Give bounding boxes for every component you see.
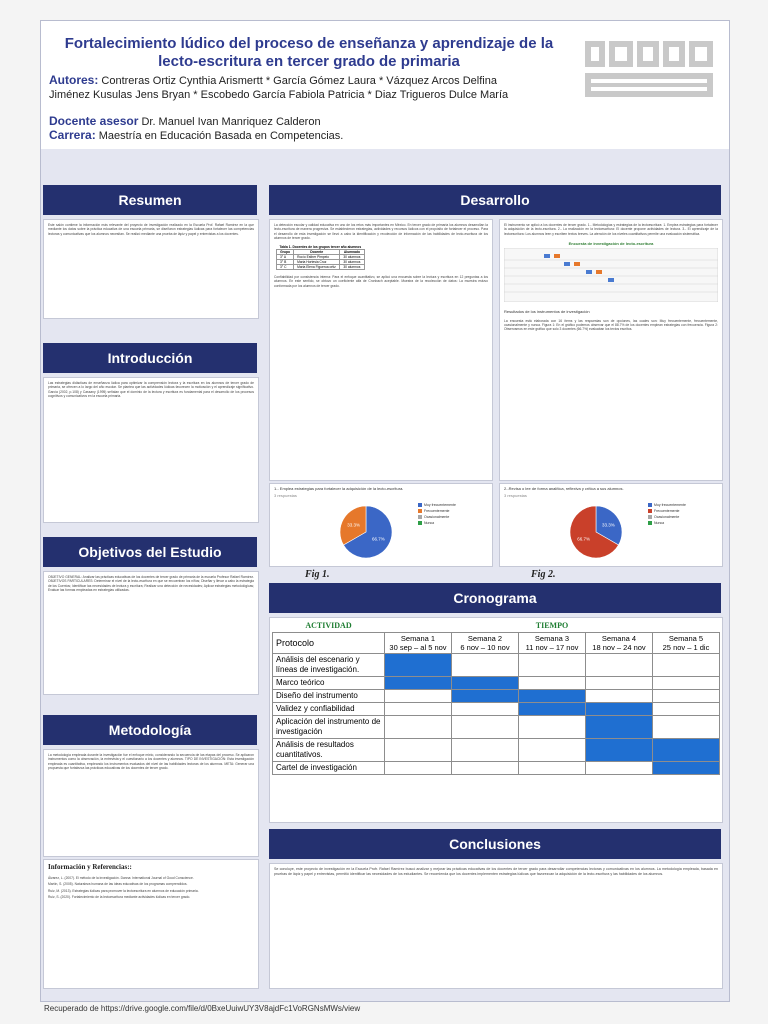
legend-label: Nunca [424, 521, 435, 525]
gantt-empty-cell [586, 762, 653, 775]
gantt-empty-cell [385, 703, 452, 716]
table-cell: 30 alumnos [340, 265, 364, 270]
pie-2-legend [648, 502, 686, 526]
authors-label: Autores: [49, 73, 99, 87]
table-caption: Tabla 1. Docentes de los grupos tercer año alumnos [279, 245, 362, 250]
pie-1-graphic [326, 502, 406, 562]
legend-swatch [418, 509, 422, 513]
semana-header [452, 633, 519, 654]
metodologia-text: La metodología empleada durante la investigación fue el enfoque mixto, considerando la secuencia de las etapas del proceso. Se aplicaron instrumentos como la observación, la entrevista y el cuestionario a los docentes y alumnos. TIPO DE INVESTIGACIÓN: Esta investigación empleada es cuantitativa, empleando los instrumentos evaluados del nivel de las habilidades lectoras de los alumnos. META: Generar una propuesta que fortalezca las prácticas educativas de los docentes de tercer grado. [48, 753, 254, 770]
gantt-empty-cell [385, 690, 452, 703]
gantt-empty-cell [519, 739, 586, 762]
cronograma-table-box [269, 617, 723, 823]
gantt-empty-cell [586, 677, 653, 690]
desarrollo-text-2: Confiabilidad por consistencia interna: Para el enfoque cuantitativo, se aplicó una encuesta sobre la lectura y escritura en 12 preguntas a los alumnos. En este sentido, se obtuvo un coeficiente alfa de Cronbach aceptable. Muestra de la recolección de datos: La muestra estuvo conformada por los alumnos de tercer grado. [274, 275, 488, 288]
pie-data-label: 66.7% [577, 536, 591, 542]
semana-range: 18 nov – 24 nov [592, 643, 646, 652]
gantt-empty-cell [653, 703, 720, 716]
cronograma-row [273, 739, 720, 762]
legend-item [648, 520, 686, 526]
legend-swatch [418, 515, 422, 519]
referencia-item: Ruiz, M. (2013). Estrategias lúdicas para promover la lectoescritura en alumnos de educación primaria. [48, 888, 199, 893]
table-cell: 3° C [277, 265, 294, 270]
introduccion-text-box [43, 377, 259, 523]
actividad-name: Validez y confiabilidad [273, 703, 385, 716]
resumen-text: Este salón contiene la información más relevante del proyecto de investigación realizado en la Escuela Prof. Rafael Ramírez en la que mediante los datos sobre la práctica educativa de una escuela primaria, se diseñaron estrategias lúdicas para fortalecer las competencias lectoras y comunicativas que los alumnos necesitan. Se realizó mediante una prueba de lápiz y papel y entrevistas a los docentes. [48, 223, 254, 236]
source-footer: Recuperado de https://drive.google.com/file/d/0BxeUuiwUY3V8ajdFc1VoRGNsMWs/view [44, 1004, 361, 1013]
semana-range: 25 nov – 1 dic [662, 643, 710, 652]
cronograma-row [273, 716, 720, 739]
pie-data-label: 33.3% [601, 522, 615, 528]
gantt-empty-cell [452, 739, 519, 762]
actividad-name: Aplicación del instrumento de investigación [273, 716, 385, 739]
cronograma-row [273, 677, 720, 690]
gantt-empty-cell [653, 716, 720, 739]
gantt-bar-cell [586, 703, 653, 716]
survey-chart-title: Encuesta de investigación de lecto-escritura [568, 240, 654, 246]
cronograma-table [272, 620, 720, 775]
gantt-empty-cell [452, 654, 519, 677]
introduccion-text: Las estrategias didácticas de enseñanza lúdica para optimizar la comprensión lectora y la escritura en los alumnos de tercer grado de primaria, se ofrecen a lo largo del año escolar. Se plantea que las actividades lúdicas favorecen la motivación y el aprendizaje significativo. García (2002, p.108) y Cassany (1995) señalan que el dominio de la lectura y escritura es fundamental para el desarrollo de los procesos cognitivos y comunicativos en la escuela primaria. [48, 381, 254, 398]
gantt-bar-cell [385, 677, 452, 690]
semana-header [385, 633, 452, 654]
section-header-objetivos: Objetivos del Estudio [43, 537, 257, 567]
survey-chart-caption: Resultados de los instrumentos de investigación [504, 308, 590, 314]
poster-header [41, 21, 729, 149]
referencia-item: Ruiz, S. (2020). Fortalecimiento de la lectoescritura mediante actividades lúdicas en tercer grado. [48, 894, 191, 899]
semana-header [519, 633, 586, 654]
section-header-conclusiones: Conclusiones [269, 829, 721, 859]
gantt-empty-cell [385, 739, 452, 762]
legend-label: Nunca [654, 521, 665, 525]
table-row [277, 265, 365, 270]
pie-2-graphic [556, 502, 636, 562]
gantt-empty-cell [519, 716, 586, 739]
pie-chart-2 [499, 483, 723, 567]
semana-header [586, 633, 653, 654]
gantt-bar-cell [452, 690, 519, 703]
table-cell: Maria Elena Figueroa ortiz [294, 265, 340, 270]
legend-label: Frecuentemente [424, 509, 450, 513]
desarrollo-text-1: La detección escolar y calidad educativa en uno de los retos más importantes en México. En tercer grado de primaria los alumnos desarrollan la lecto-escritura de manera progresiva. Se establecieron estrategias, actividades y recursos lúdicos con el propósito de fortalecer el proceso. Para el desarrollo de esta investigación se llevó a cabo la identificación y recolección de información de las habilidades de lecto-escritura de los alumnos de tercer grado. [274, 223, 488, 240]
semana-label: Semana 4 [601, 634, 637, 643]
gantt-empty-cell [653, 690, 720, 703]
semana-range: 6 nov – 10 nov [460, 643, 510, 652]
section-header-desarrollo: Desarrollo [269, 185, 721, 215]
objetivos-text-box [43, 571, 259, 695]
gantt-empty-cell [653, 654, 720, 677]
pie-2-subtitle: 3 respuestas [504, 493, 527, 498]
pie-data-label: 66.7% [371, 536, 385, 542]
carrera-block [49, 129, 343, 143]
cronograma-row [273, 703, 720, 716]
cronograma-row [273, 690, 720, 703]
gantt-bar-cell [586, 716, 653, 739]
gantt-bar-cell [519, 703, 586, 716]
gantt-bar-cell [519, 690, 586, 703]
desarrollo-text-4: La encuesta está elaborada con 16 ítems y las respuestas son de opciones, las cuales son: Muy frecuentemente, frecuentemente, ocasionalmente y nunca. Figura 1: En el gráfico podemos observar que el 88.7% de los docentes emplean estrategias con frecuencia. Figura 2: Observamos en este gráfico que solo 3 docentes (66.7%) evaluaban los textos escritos. [504, 318, 718, 332]
legend-label: Frecuentemente [654, 509, 680, 513]
referencias-box [43, 859, 259, 989]
legend-label: Ocasionalmente [424, 515, 450, 519]
metodologia-text-box [43, 749, 259, 857]
pie-1-legend [418, 502, 456, 526]
gantt-empty-cell [519, 762, 586, 775]
university-logo-icon [581, 35, 717, 103]
pie-1-subtitle: 3 respuestas [274, 493, 297, 498]
docente-label: Docente asesor [49, 114, 139, 128]
gantt-empty-cell [586, 654, 653, 677]
semana-label: Semana 3 [534, 634, 570, 643]
pie-2-title: 2.-Revisa o lee de forma analítica, reflexiva y crítica a sus alumnos. [504, 486, 624, 491]
resumen-text-box [43, 219, 259, 319]
legend-swatch [648, 509, 652, 513]
actividad-name: Análisis del escenario y líneas de investigación. [273, 654, 385, 677]
gantt-empty-cell [586, 690, 653, 703]
figure-1-label: Fig 1. [305, 569, 330, 580]
legend-swatch [648, 521, 652, 525]
carrera-label: Carrera: [49, 128, 96, 142]
legend-swatch [418, 521, 422, 525]
actividad-name: Diseño del instrumento [273, 690, 385, 703]
gantt-empty-cell [385, 716, 452, 739]
table-cell: 3° B [277, 260, 294, 265]
semana-label: Semana 1 [400, 634, 436, 643]
table-header: Alumnado [340, 250, 364, 255]
gantt-empty-cell [385, 762, 452, 775]
gantt-bar-cell [586, 739, 653, 762]
pie-chart-1 [269, 483, 493, 567]
legend-label: Muy frecuentemente [654, 503, 686, 507]
referencias-title: Información y Referencias:: [48, 863, 132, 871]
table-cell: 30 alumnos [340, 255, 364, 260]
survey-results-grid [504, 248, 718, 302]
cronograma-row [273, 762, 720, 775]
semana-header [653, 633, 720, 654]
authors-line-1: Contreras Ortiz Cynthia Arismertt * García Gómez Laura * Vázquez Arcos Delfina [101, 75, 497, 87]
cronograma-row [273, 654, 720, 677]
actividad-name: Análisis de resultados cuantitativos. [273, 739, 385, 762]
table-header: Docente [294, 250, 340, 255]
section-header-cronograma: Cronograma [269, 583, 721, 613]
pie-data-label: 33.3% [347, 522, 361, 528]
desarrollo-right-box [499, 219, 723, 481]
referencias-list [44, 873, 258, 904]
protocolo-label: Protocolo [273, 633, 385, 654]
poster-title: Fortalecimiento lúdico del proceso de enseñanza y aprendizaje de la lecto-escritura en tercer grado de primaria [64, 35, 554, 70]
semana-range: 11 nov – 17 nov [525, 643, 579, 652]
legend-swatch [648, 503, 652, 507]
gantt-bar-cell [653, 762, 720, 775]
carrera-value: Maestría en Educación Basada en Competencias. [98, 130, 344, 142]
objetivos-text: OBJETIVO GENERAL: Analizar las prácticas educativas de los docentes de tercer grado de primaria de la escuela Profesor Rafael Ramírez. OBJETIVOS PARTICULARES: Determinar el nivel de la lecto-escritura en que se encuentran los niños; Diseñar y llevar a cabo la estrategia de los Cuentos; Identificar las necesidades de lectura y escritura; Realizar una detección de necesidades; Aplicar estrategias metodológicas; Evaluar las formas empleadas en estrategias utilizadas. [48, 575, 254, 592]
actividad-name: Marco teórico [273, 677, 385, 690]
semana-label: Semana 5 [668, 634, 704, 643]
referencia-item: Martín, S. (2005). Naturaleza humana de las ideas educativas de los programas comprendidos. [48, 882, 188, 887]
gantt-empty-cell [519, 677, 586, 690]
gantt-empty-cell [452, 716, 519, 739]
docente-block [49, 115, 321, 129]
table-cell: Maria Hortesia Cruz [294, 260, 340, 265]
gantt-empty-cell [653, 677, 720, 690]
legend-label: Ocasionalmente [654, 515, 680, 519]
docente-value: Dr. Manuel Ivan Manriquez Calderon [141, 116, 321, 128]
legend-swatch [418, 503, 422, 507]
legend-item [418, 520, 456, 526]
desarrollo-text-3: El instrumento se aplicó a los docentes de tercer grado. 1.- Metodologías y estrategias de la lectoescritura: 1. Emplea estrategias para fortalecer la adquisición de la lecto-escritura. 2.- La realización en la lectoescritura: El docente propone actividades de lectura. 3.- El aprendizaje de la lectoescritura: Los alumnos leen y escriben textos breves. La atención de los niveles cuantitativos permite una evaluación sistemática. [504, 223, 718, 236]
section-header-introduccion: Introducción [43, 343, 257, 373]
gantt-empty-cell [452, 762, 519, 775]
desarrollo-left-box [269, 219, 493, 481]
semana-label: Semana 2 [467, 634, 503, 643]
referencia-item: Álvarez, L. (2007). El método de la investigación. Danna: International Journal of Good Conscience. [48, 876, 194, 880]
pie-1-title: 1.- Emplea estrategias para fortalecer la adquisición de la lecto-escritura. [274, 486, 404, 491]
gantt-empty-cell [452, 703, 519, 716]
authors-block [49, 73, 579, 102]
table-cell: 30 alumnos [340, 260, 364, 265]
figure-2-label: Fig 2. [531, 569, 556, 580]
conclusiones-text: Se concluye, este proyecto de investigación en la Escuela Profr. Rafael Ramírez buscó analizar y mejorar las prácticas educativas de los docentes de tercer grado para desarrollar competencias lectoras y comunicativas en los alumnos. La metodología empleada, basada en pruebas de lápiz y papel y entrevistas, permitió identificar las necesidades de los estudiantes. Se recomienda que los docentes implementen estrategias lúdicas que favorezcan la adquisición de la lecto-escritura y las habilidades de los alumnos. [274, 867, 718, 876]
table-cell: Rocío Esther Pimpeio [294, 255, 340, 260]
section-header-resumen: Resumen [43, 185, 257, 215]
semana-range: 30 sep – al 5 nov [389, 643, 447, 652]
tiempo-header: TIEMPO [535, 621, 569, 630]
table-header: Grupo [277, 250, 294, 255]
authors-line-2: Jiménez Kusulas Jens Bryan * Escobedo García Fabiola Patricia * Diaz Trigueros Dulce María [49, 89, 509, 101]
gantt-bar-cell [653, 739, 720, 762]
poster [40, 20, 730, 1002]
legend-swatch [648, 515, 652, 519]
table-cell: 3° A [277, 255, 294, 260]
section-header-metodologia: Metodología [43, 715, 257, 745]
actividad-name: Cartel de investigación [273, 762, 385, 775]
actividad-header: ACTIVIDAD [305, 621, 352, 630]
conclusiones-text-box [269, 863, 723, 989]
legend-label: Muy frecuentemente [424, 503, 456, 507]
gantt-bar-cell [452, 677, 519, 690]
gantt-bar-cell [385, 654, 452, 677]
docentes-table [276, 245, 365, 270]
gantt-empty-cell [519, 654, 586, 677]
